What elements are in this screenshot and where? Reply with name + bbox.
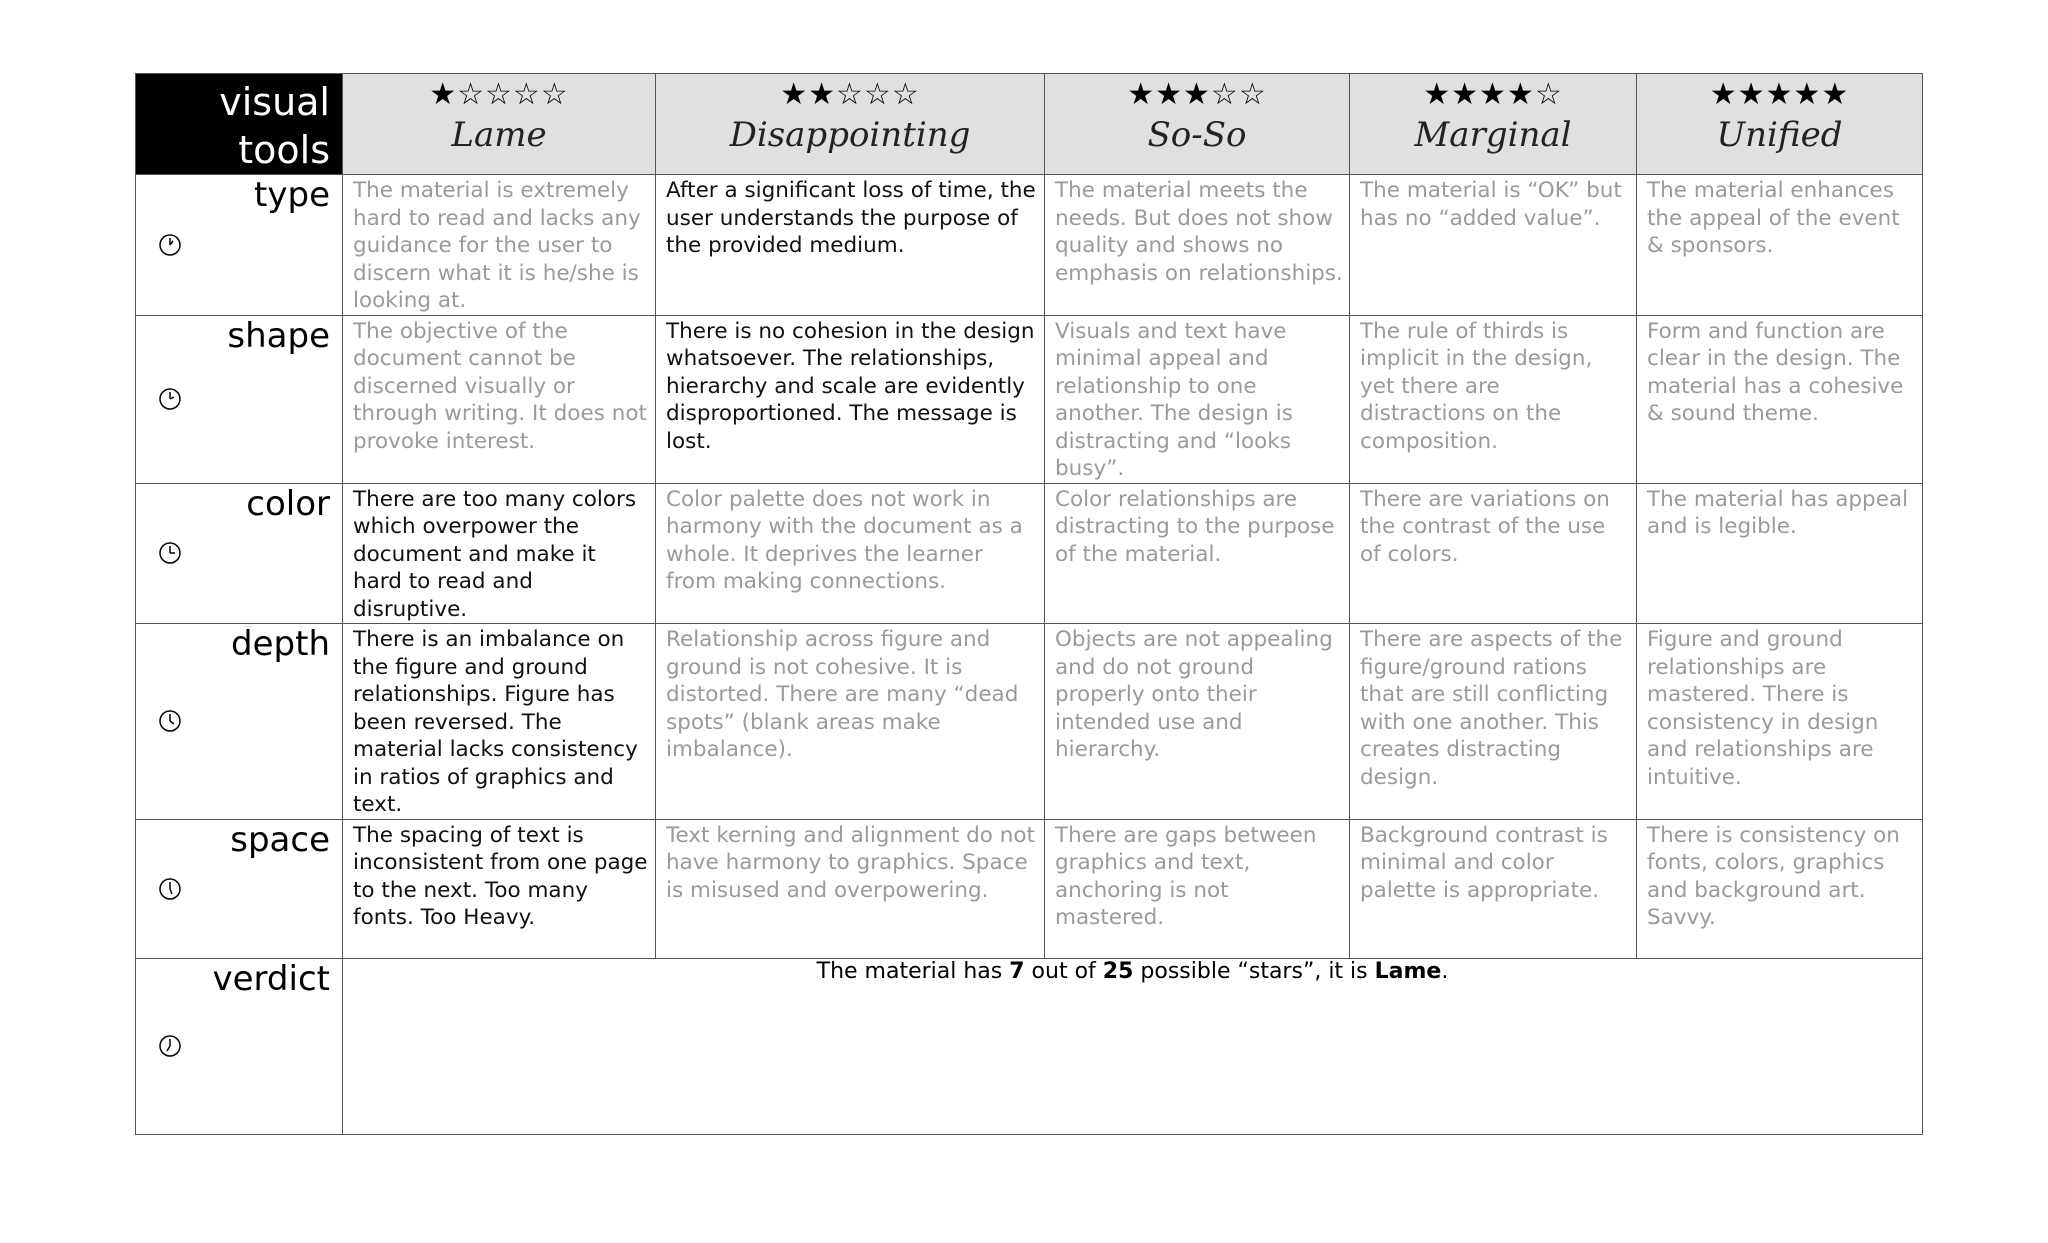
rubric-row-type bbox=[136, 175, 1923, 316]
row-header bbox=[136, 819, 343, 958]
verdict-text: out of bbox=[1024, 958, 1103, 984]
level-header-3 bbox=[1045, 74, 1350, 175]
row-label: color bbox=[246, 483, 330, 524]
level-name: Disappointing bbox=[729, 115, 971, 155]
level-header-2 bbox=[656, 74, 1045, 175]
corner-line-1: visual bbox=[219, 80, 330, 124]
rubric-cell-selected: There are too many colors which overpower the document and make it hard to read and disruptive. bbox=[343, 483, 656, 624]
clock-icon bbox=[158, 877, 182, 901]
verdict-star-total: 25 bbox=[1102, 958, 1134, 984]
rubric-cell: Relationship across figure and ground is not cohesive. It is distorted. There are many “dead spots” (blank areas make imbalance). bbox=[656, 624, 1045, 820]
row-header bbox=[136, 483, 343, 624]
rubric-cell-selected: The spacing of text is inconsistent from one page to the next. Too many fonts. Too Heavy. bbox=[343, 819, 656, 958]
verdict-row bbox=[136, 958, 1923, 1134]
row-header bbox=[136, 624, 343, 820]
rubric-cell: The material meets the needs. But does not show quality and shows no emphasis on relationships. bbox=[1045, 175, 1350, 316]
rubric-cell: There are gaps between graphics and text, anchoring is not mastered. bbox=[1045, 819, 1350, 958]
verdict-text: The material has bbox=[816, 958, 1010, 984]
rubric-cell: Text kerning and alignment do not have harmony to graphics. Space is misused and overpowering. bbox=[656, 819, 1045, 958]
rubric-cell: Form and function are clear in the design. The material has a cohesive & sound theme. bbox=[1637, 315, 1923, 483]
rubric-cell: The material has appeal and is legible. bbox=[1637, 483, 1923, 624]
verdict-text: possible “stars”, it is bbox=[1133, 958, 1375, 984]
rubric-cell: There is consistency on fonts, colors, graphics and background art. Savvy. bbox=[1637, 819, 1923, 958]
rubric-cell: There are aspects of the figure/ground rations that are still conflicting with one another. This creates distracting design. bbox=[1350, 624, 1637, 820]
rubric-cell: Figure and ground relationships are mastered. There is consistency in design and relationships are intuitive. bbox=[1637, 624, 1923, 820]
rubric-cell-selected: There is an imbalance on the figure and ground relationships. Figure has been reversed. The material lacks consistency in ratios of graphics and text. bbox=[343, 624, 656, 820]
star-rating-icon: ★★★☆☆ bbox=[1127, 77, 1267, 112]
rubric-row-space bbox=[136, 819, 1923, 958]
clock-icon bbox=[158, 541, 182, 565]
rubric-cell: There are variations on the contrast of the use of colors. bbox=[1350, 483, 1637, 624]
rubric-cell: The material enhances the appeal of the event & sponsors. bbox=[1637, 175, 1923, 316]
level-name: Lame bbox=[451, 115, 547, 155]
star-rating-icon: ★★☆☆☆ bbox=[780, 77, 920, 112]
rubric-cell: Color relationships are distracting to the purpose of the material. bbox=[1045, 483, 1350, 624]
rubric-cell: The rule of thirds is implicit in the design, yet there are distractions on the composition. bbox=[1350, 315, 1637, 483]
rubric-table bbox=[135, 73, 1923, 1135]
rubric-row-shape bbox=[136, 315, 1923, 483]
star-rating-icon: ★★★★★ bbox=[1709, 77, 1850, 112]
row-header bbox=[136, 315, 343, 483]
verdict-cell bbox=[343, 958, 1923, 1134]
level-name: So-So bbox=[1147, 115, 1247, 155]
rubric-cell: Visuals and text have minimal appeal and relationship to one another. The design is distracting and “looks busy”. bbox=[1045, 315, 1350, 483]
row-label: type bbox=[254, 175, 330, 215]
rubric-cell: The material is extremely hard to read and lacks any guidance for the user to discern what it is he/she is looking at. bbox=[343, 175, 656, 316]
verdict-rating: Lame bbox=[1374, 958, 1442, 984]
level-header-1 bbox=[343, 74, 656, 175]
level-header-4 bbox=[1350, 74, 1637, 175]
rubric-row-depth bbox=[136, 624, 1923, 820]
clock-icon bbox=[158, 1034, 182, 1058]
rubric-cell: Color palette does not work in harmony with the document as a whole. It deprives the learner from making connections. bbox=[656, 483, 1045, 624]
clock-icon bbox=[158, 387, 182, 411]
row-header bbox=[136, 175, 343, 316]
clock-icon bbox=[158, 709, 182, 733]
corner-header bbox=[136, 74, 343, 175]
level-name: Marginal bbox=[1414, 115, 1572, 155]
level-name: Unified bbox=[1716, 115, 1843, 155]
star-rating-icon: ★★★★☆ bbox=[1423, 77, 1563, 112]
clock-icon bbox=[158, 233, 182, 257]
rubric-cell-selected: There is no cohesion in the design whatsoever. The relationships, hierarchy and scale are evidently disproportioned. The message is lost. bbox=[656, 315, 1045, 483]
rubric-cell: The objective of the document cannot be discerned visually or through writing. It does not provoke interest. bbox=[343, 315, 656, 483]
corner-line-2: tools bbox=[238, 128, 330, 172]
row-label: depth bbox=[231, 624, 330, 664]
verdict-star-count: 7 bbox=[1009, 958, 1025, 984]
row-header bbox=[136, 958, 343, 1134]
rubric-cell: The material is “OK” but has no “added value”. bbox=[1350, 175, 1637, 316]
rubric-row-color bbox=[136, 483, 1923, 624]
rubric-cell-selected: After a significant loss of time, the user understands the purpose of the provided medium. bbox=[656, 175, 1045, 316]
level-header-5 bbox=[1637, 74, 1923, 175]
verdict-text: . bbox=[1441, 958, 1449, 984]
rubric-cell: Background contrast is minimal and color palette is appropriate. bbox=[1350, 819, 1637, 958]
row-label: space bbox=[230, 819, 330, 860]
rubric-cell: Objects are not appealing and do not ground properly onto their intended use and hierarchy. bbox=[1045, 624, 1350, 820]
row-label: shape bbox=[227, 315, 330, 356]
header-row bbox=[136, 74, 1923, 175]
star-rating-icon: ★☆☆☆☆ bbox=[429, 77, 569, 112]
row-label: verdict bbox=[212, 958, 330, 999]
